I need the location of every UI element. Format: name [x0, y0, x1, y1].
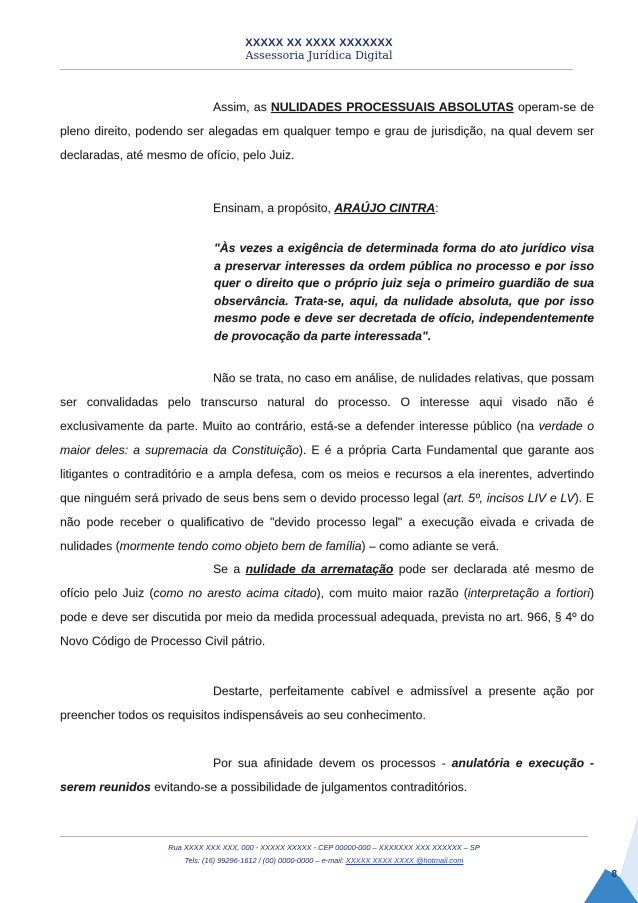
emphasis-run: nulidade da arrematação — [245, 562, 394, 576]
footer-address: Rua XXXX XXX XXX, 000 - XXXXX XXXXX - CEP 00000-000 – XXXXXXX XXX XXXXXX – SP — [168, 843, 480, 852]
destarte-text: Destarte, perfeitamente cabível e admissível a presente ação por preencher todos os requisitos indispensáveis ao seu conhecimento. — [60, 684, 594, 722]
header-divider — [60, 69, 573, 70]
text-run: Assim, as — [213, 100, 271, 114]
text-run: ). E não pode receber o qualificativo de "devido processo legal" a execução eivada e crivada de nulidades ( — [60, 491, 594, 553]
text-run: pode ser declarada até mesmo de ofício pelo Juiz ( — [60, 562, 594, 600]
text-run: Não se trata, no caso em análise, de nulidades relativas, que possam ser convalidadas pelo transcurso natural do processo. O interesse aqui visado não é exclusivamente da parte. Muito ao contrário, está-se a defender interesse público (na — [60, 371, 594, 433]
paragraph-arrematacao — [60, 557, 594, 653]
footer-divider — [60, 836, 588, 837]
text-run: Ensinam, a propósito, — [213, 201, 335, 215]
text-run: operam-se de pleno direito, podendo ser alegadas em qualquer tempo e grau de jurisdição, na qual devem ser declaradas, até mesmo de ofício, pelo Juiz. — [60, 100, 594, 162]
paragraph-afinidade — [60, 751, 594, 799]
paragraph-nao-se-trata — [60, 366, 594, 558]
text-run: evitando-se a possibilidade de julgamentos contraditórios. — [150, 780, 468, 794]
footer-email-link[interactable]: XXXXX XXXX XXXX @hotmail.com — [345, 856, 464, 865]
text-run: ) – como adiante se verá. — [361, 539, 500, 553]
paragraph-destarte — [60, 679, 594, 727]
footer-contact — [60, 856, 588, 865]
text-run: ), com muito maior razão ( — [316, 586, 468, 600]
header-title: XXXXX XX XXXX XXXXXXX — [245, 37, 393, 49]
header-subtitle: Assessoria Jurídica Digital — [245, 49, 393, 62]
author-name: ARAÚJO CINTRA — [334, 201, 436, 215]
italic-run: interpretação a fortiori — [467, 586, 590, 600]
paragraph-nulidades — [60, 95, 594, 167]
italic-run: mormente tendo como objeto bem de família — [119, 539, 362, 553]
italic-run: art. 5º, incisos LIV e LV — [446, 491, 575, 505]
block-quote: "Às vezes a exigência de determinada forma do ato jurídico visa a preservar interesses da ordem pública no processo e por isso quer o direito que o próprio juiz seja o primeiro guardião de sua observância. Trata-se, aqui, da nulidade absoluta, que por isso mesmo pode e deve ser decretada de ofício, independentemente de provocação da parte interessada". — [214, 241, 594, 343]
text-run: ) pode e deve ser discutida por meio da medida processual adequada, prevista no art. 966, § 4º do Novo Código de Processo Civil pátrio. — [60, 586, 594, 648]
page-number: 8 — [611, 869, 617, 880]
italic-run: como no aresto acima citado — [153, 586, 317, 600]
footer-phones: Tels: (16) 99296-1612 / (00) 0000-0000 – e-mail: — [184, 856, 346, 865]
emphasis-run: NULIDADES PROCESSUAIS ABSOLUTAS — [270, 100, 514, 114]
italic-run: verdade o maior deles: a supremacia da Constituição — [60, 419, 594, 457]
paragraph-ensinam — [60, 196, 594, 220]
emphasis-run: anulatória e execução - serem reunidos — [60, 756, 594, 794]
text-run: Por sua afinidade devem os processos - — [213, 756, 452, 770]
text-run: : — [435, 201, 439, 215]
page-corner-icon — [584, 817, 638, 903]
text-run: Se a — [213, 562, 246, 576]
text-run: ). E é a própria Carta Fundamental que garante aos litigantes o contraditório e a ampla defesa, com os meios e recursos a ela inerentes, advertindo que ninguém será privado de seus bens sem o devido processo legal ( — [60, 443, 594, 505]
